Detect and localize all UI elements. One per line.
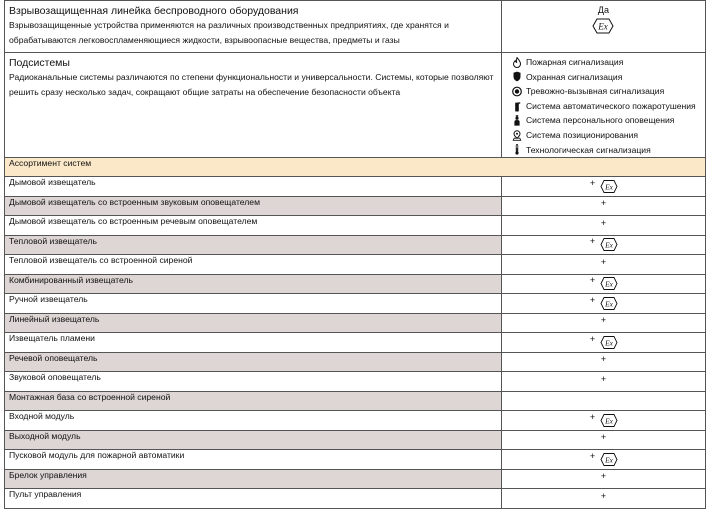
subsystems-row	[5, 53, 706, 158]
ex-badge-icon	[589, 17, 617, 35]
product-availability-cell	[501, 352, 705, 372]
product-name: Дымовой извещатель со встроенным звуковым оповещателем	[5, 196, 502, 216]
table-row	[5, 294, 706, 314]
ex-badge-icon	[599, 452, 619, 467]
ex-badge-icon	[599, 276, 619, 291]
spec-table	[4, 0, 706, 509]
product-availability-cell	[501, 450, 705, 470]
table-row	[5, 430, 706, 450]
table-row	[5, 469, 706, 489]
product-availability-cell	[501, 294, 705, 314]
explosion-proof-cell	[5, 1, 502, 53]
product-name: Речевой оповещатель	[5, 352, 502, 372]
assortment-header-row	[5, 158, 706, 177]
sprinkler-icon	[512, 101, 522, 112]
subsystem-label: Тревожно-вызывная сигнализация	[525, 86, 665, 97]
subsystem-item	[512, 99, 701, 114]
table-row	[5, 450, 706, 470]
availability-mark: +	[600, 256, 607, 267]
table-row	[5, 216, 706, 236]
svg-text:Ex: Ex	[605, 240, 614, 250]
availability-mark: +	[589, 333, 596, 344]
person-icon	[512, 115, 522, 126]
subsystem-item	[512, 70, 701, 85]
shield-icon	[512, 71, 522, 82]
availability-mark: +	[589, 294, 596, 305]
subsystem-label: Система персонального оповещения	[525, 115, 675, 126]
location-pin-icon	[512, 130, 522, 141]
subsystem-label: Пожарная сигнализация	[525, 57, 624, 67]
product-availability-cell	[501, 430, 705, 450]
table-row	[5, 333, 706, 353]
explosion-proof-availability-cell	[501, 1, 705, 53]
table-row	[5, 391, 706, 411]
product-availability-cell	[501, 255, 705, 275]
availability-mark: +	[589, 450, 596, 461]
subsystems-title: Подсистемы	[9, 57, 70, 69]
svg-text:Ex: Ex	[605, 416, 614, 426]
product-name: Тепловой извещатель со встроенной сиреной	[5, 255, 502, 275]
svg-text:Ex: Ex	[605, 182, 614, 192]
explosion-proof-row	[5, 1, 706, 53]
explosion-proof-description: Взрывозащищенные устройства применяются на различных производственных предприятиях, где хранятся и обрабатываются легковоспламеняющиеся жидкости, взрывоопасные вещества, предметы и газы	[9, 20, 449, 45]
table-row	[5, 255, 706, 275]
subsystem-item	[512, 113, 701, 128]
subsystem-item	[512, 55, 701, 70]
availability-mark: +	[600, 354, 607, 365]
product-name: Выходной модуль	[5, 430, 502, 450]
table-row	[5, 177, 706, 197]
availability-mark: +	[600, 432, 607, 443]
product-availability-cell	[501, 372, 705, 392]
table-row	[5, 274, 706, 294]
product-availability-cell	[501, 313, 705, 333]
table-row	[5, 489, 706, 509]
svg-text:Ex: Ex	[605, 279, 614, 289]
thermometer-icon	[512, 144, 522, 155]
table-row	[5, 196, 706, 216]
ex-badge-icon	[599, 413, 619, 428]
availability-mark: +	[589, 411, 596, 422]
svg-text:Ex: Ex	[605, 455, 614, 465]
availability-value: Да	[597, 5, 610, 15]
subsystem-item	[512, 84, 701, 99]
subsystem-label: Система автоматического пожаротушения	[525, 100, 696, 111]
product-availability-cell	[501, 333, 705, 353]
product-availability-cell	[501, 469, 705, 489]
subsystems-cell	[5, 53, 502, 158]
product-availability-cell	[501, 216, 705, 236]
product-name: Ручной извещатель	[5, 294, 502, 314]
product-name: Комбинированный извещатель	[5, 274, 502, 294]
product-name: Звуковой оповещатель	[5, 372, 502, 392]
ex-badge-text: Ex	[598, 21, 609, 32]
subsystems-list	[506, 55, 701, 157]
ex-badge-icon	[599, 237, 619, 252]
table-row	[5, 313, 706, 333]
alarm-button-icon	[512, 86, 522, 97]
product-availability-cell	[501, 411, 705, 431]
subsystem-item	[512, 143, 701, 158]
product-name: Извещатель пламени	[5, 333, 502, 353]
product-name: Пусковой модуль для пожарной автоматики	[5, 450, 502, 470]
product-name: Тепловой извещатель	[5, 235, 502, 255]
flame-icon	[512, 57, 522, 68]
subsystem-label: Система позиционирования	[525, 129, 639, 140]
product-availability-cell	[501, 235, 705, 255]
availability-mark: +	[600, 471, 607, 482]
product-name: Дымовой извещатель со встроенным речевым оповещателем	[5, 216, 502, 236]
explosion-proof-title: Взрывозащищенная линейка беспроводного оборудования	[9, 5, 299, 17]
subsystem-label: Охранная сигнализация	[525, 71, 623, 82]
assortment-header: Ассортимент систем	[5, 158, 706, 177]
availability-mark: +	[589, 236, 596, 247]
subsystem-label: Технологическая сигнализация	[525, 144, 651, 155]
availability-mark: +	[600, 217, 607, 228]
subsystem-item	[512, 128, 701, 143]
product-name: Линейный извещатель	[5, 313, 502, 333]
availability-mark: +	[589, 275, 596, 286]
subsystems-description: Радиоканальные системы различаются по степени функциональности и универсальности. Системы, которые позволяют решить сразу несколько задач, сокращают общие затраты на обеспечение безопасности объекта	[9, 72, 494, 97]
table-row	[5, 235, 706, 255]
svg-text:Ex: Ex	[605, 338, 614, 348]
product-name: Пульт управления	[5, 489, 502, 509]
product-name: Монтажная база со встроенной сиреной	[5, 391, 502, 411]
ex-badge-icon	[599, 179, 619, 194]
table-row	[5, 372, 706, 392]
product-availability-cell	[501, 489, 705, 509]
product-name: Входной модуль	[5, 411, 502, 431]
availability-mark: +	[589, 177, 596, 188]
product-availability-cell	[501, 274, 705, 294]
product-name: Брелок управления	[5, 469, 502, 489]
availability-mark: +	[600, 373, 607, 384]
table-row	[5, 352, 706, 372]
product-availability-cell	[501, 196, 705, 216]
ex-badge-icon	[599, 296, 619, 311]
table-row	[5, 411, 706, 431]
ex-badge-icon	[599, 335, 619, 350]
svg-text:Ex: Ex	[605, 299, 614, 309]
product-availability-cell	[501, 391, 705, 411]
availability-mark: +	[600, 315, 607, 326]
product-name: Дымовой извещатель	[5, 177, 502, 197]
availability-mark: +	[600, 490, 607, 501]
subsystems-list-cell	[501, 53, 705, 158]
product-availability-cell	[501, 177, 705, 197]
availability-mark: +	[600, 198, 607, 209]
